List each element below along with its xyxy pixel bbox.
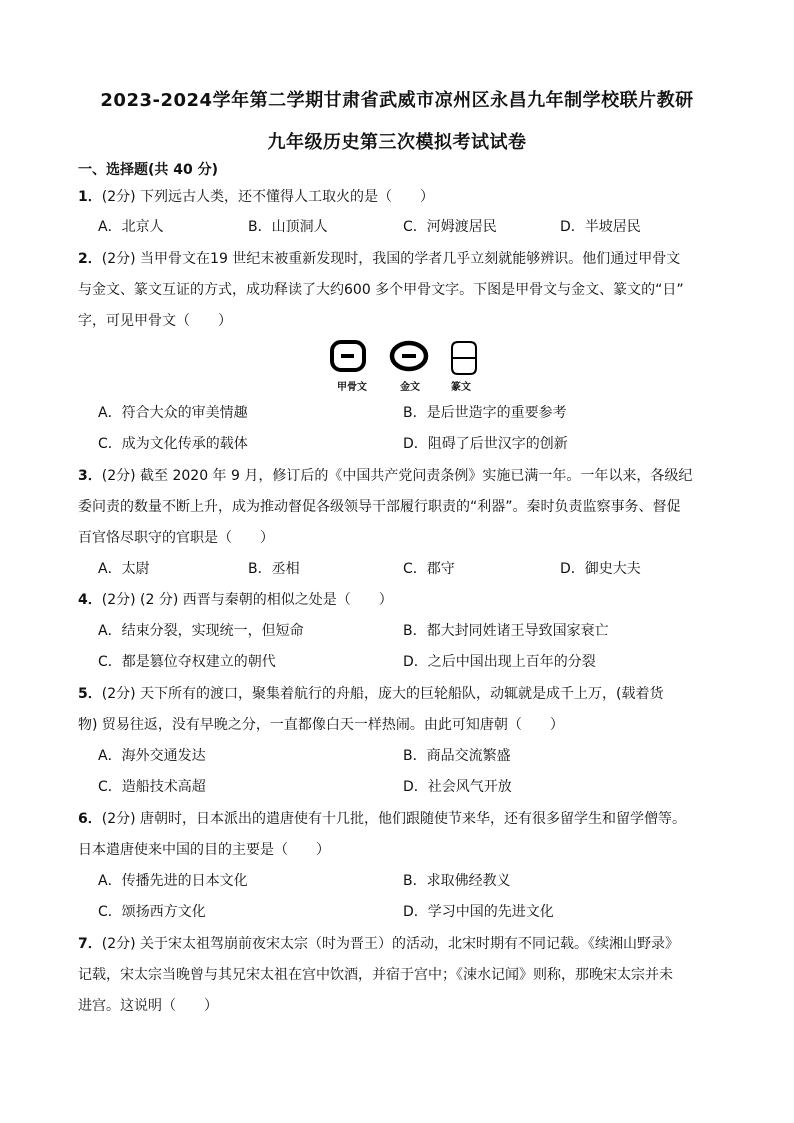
question-3-line3: 百官恪尽职守的官职是（ ） [78,530,274,546]
q2-option-c: C．成为文化传承的载体 [98,436,248,452]
question-number: 4． [78,592,102,608]
q3-option-a: A．太尉 [98,561,150,577]
exam-title-line2: 九年级历史第三次模拟考试试卷 [267,132,527,153]
q2-option-b: B．是后世造字的重要参考 [403,405,567,421]
q3-option-c: C．郡守 [403,561,455,577]
exam-title-line1: 2023-2024学年第二学期甘肃省武威市凉州区永昌九年制学校联片教研 [100,90,694,111]
question-text: (2分) 天下所有的渡口，聚集着航行的舟船，庞大的巨轮船队，动辄就是成千上万，(载着货 [101,686,664,702]
q2-option-a: A．符合大众的审美情趣 [98,405,248,421]
question-2-line2: 与金文、篆文互证的方式，成功释读了大约600 多个甲骨文字。下图是甲骨文与金文、篆文的“日” [78,282,684,298]
q6-option-d: D．学习中国的先进文化 [403,904,554,920]
figure-label-seal: 篆文 [451,382,471,393]
figure-label-oracle: 甲骨文 [337,382,367,393]
question-7-line3: 进宫。这说明（ ） [78,998,218,1014]
question-7 [78,934,679,954]
question-2-line3: 字，可见甲骨文（ ） [78,313,232,329]
question-number: 5． [78,686,102,702]
question-3 [78,466,692,486]
q6-option-c: C．颂扬西方文化 [98,904,206,920]
q4-option-c: C．都是篡位夺权建立的朝代 [98,654,276,670]
q6-option-b: B．求取佛经教义 [403,873,511,889]
q4-option-b: B．都大封同姓诸王导致国家衰亡 [403,623,609,639]
question-5-line2: 物) 贸易往返，没有早晚之分，一直都像白天一样热闹。由此可知唐朝（ ） [78,717,564,733]
figure-label-bronze: 金文 [400,382,420,393]
question-4 [78,590,393,610]
q2-option-d: D．阻碍了后世汉字的创新 [403,436,568,452]
question-text: (2分) 唐朝时，日本派出的遣唐使有十几批，他们跟随使节来华，还有很多留学生和留学僧等。 [101,811,687,827]
q5-option-d: D．社会风气开放 [403,779,512,795]
q5-option-a: A．海外交通发达 [98,748,206,764]
question-text: (2分) 当甲骨文在19 世纪末被重新发现时，我国的学者几乎立刻就能够辨识。他们通过甲骨文 [101,251,681,267]
q1-option-a: A．北京人 [98,219,164,235]
section-heading: 一、选择题(共 40 分) [78,162,219,178]
question-number: 3． [78,468,102,484]
q6-option-a: A．传播先进的日本文化 [98,873,248,889]
question-number: 6． [78,811,102,827]
q1-option-d: D．半坡居民 [560,219,641,235]
q3-option-b: B．丞相 [248,561,300,577]
q5-option-b: B．商品交流繁盛 [403,748,511,764]
question-1 [78,187,434,207]
question-text: (2分) (2 分) 西晋与秦朝的相似之处是（ ） [101,592,393,608]
question-number: 2． [78,251,102,267]
question-3-line2: 委问责的数量不断上升，成为推动督促各级领导干部履行职责的“利器”。秦时负责监察事务、督促 [78,499,681,515]
question-6 [78,809,686,829]
q4-option-a: A．结束分裂，实现统一，但短命 [98,623,304,639]
question-text: (2分) 关于宋太祖驾崩前夜宋太宗（时为晋王）的活动，北宋时期有不同记载。《续湘山野录》 [101,936,680,952]
question-number: 1． [78,189,102,205]
question-7-line2: 记载，宋太宗当晚曾与其兄宋太祖在宫中饮酒，并宿于宫中；《涑水记闻》则称，那晚宋太宗并未 [78,967,673,983]
q1-option-c: C．河姆渡居民 [403,219,497,235]
question-5 [78,684,664,704]
q5-option-c: C．造船技术高超 [98,779,206,795]
question-text: (2分) 截至 2020 年 9 月，修订后的《中国共产党问责条例》实施已满一年。一年以来，各级纪 [101,468,693,484]
question-2 [78,249,680,269]
q1-option-b: B．山顶洞人 [248,219,328,235]
question-text: (2分) 下列远古人类，还不懂得人工取火的是（ ） [101,189,435,205]
question-number: 7． [78,936,102,952]
q3-option-d: D．御史大夫 [560,561,641,577]
q4-option-d: D．之后中国出现上百年的分裂 [403,654,596,670]
question-6-line2: 日本遣唐使来中国的目的主要是（ ） [78,842,330,858]
